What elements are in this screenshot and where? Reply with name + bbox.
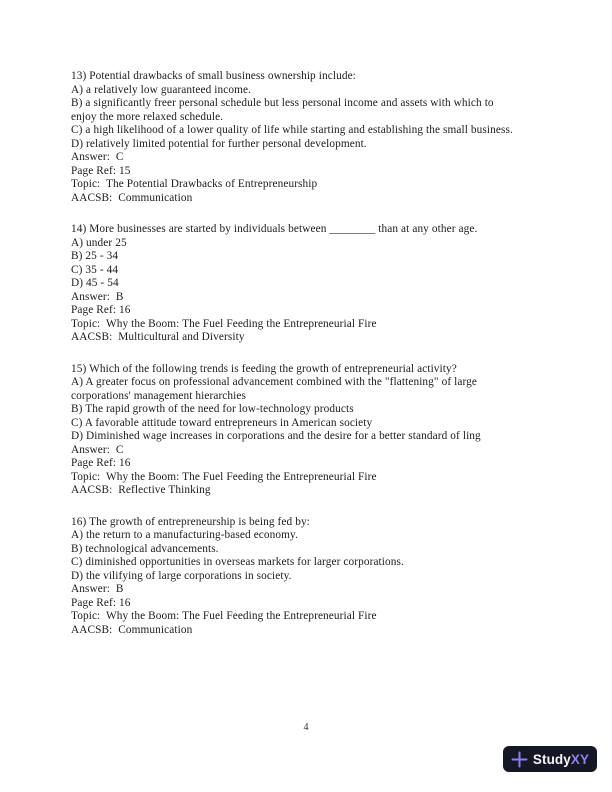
option-d: D) the vilifying of large corporations in society. <box>71 569 292 582</box>
option-a-continued: corporations' management hierarchies <box>71 389 247 402</box>
option-d: D) 45 - 54 <box>71 277 119 289</box>
option-c: C) a high likelihood of a lower quality of life while starting and establishing the small business. <box>71 124 513 136</box>
brand-name-secondary: XY <box>570 751 590 767</box>
aacsb-line: AACSB: Communication <box>71 191 193 204</box>
option-a: A) A greater focus on professional advancement combined with the "flattening" of large <box>71 376 477 388</box>
question-text: 14) More businesses are started by individuals between ________ than at any other age. <box>71 223 478 235</box>
option-c: C) A favorable attitude toward entrepreneurs in American society <box>71 416 373 429</box>
aacsb-line: AACSB: Multicultural and Diversity <box>71 331 245 343</box>
question-block-16 <box>71 516 567 638</box>
option-a: A) under 25 <box>71 236 127 249</box>
page-number: 4 <box>303 722 309 733</box>
question-text: 15) Which of the following trends is feeding the growth of entrepreneurial activity? <box>71 362 457 375</box>
option-c: C) diminished opportunities in overseas markets for larger corporations. <box>71 556 404 568</box>
question-block-14 <box>71 223 567 345</box>
topic-line: Topic: Why the Boom: The Fuel Feeding the Entrepreneurial Fire <box>71 317 377 330</box>
brand-name <box>533 752 589 767</box>
question-text: 16) The growth of entrepreneurship is being fed by: <box>71 515 310 528</box>
topic-line: Topic: Why the Boom: The Fuel Feeding the Entrepreneurial Fire <box>71 470 377 483</box>
aacsb-line: AACSB: Reflective Thinking <box>71 484 211 496</box>
option-a: A) the return to a manufacturing-based economy. <box>71 529 298 541</box>
option-b: B) The rapid growth of the need for low-technology products <box>71 403 354 415</box>
option-d: D) Diminished wage increases in corporations and the desire for a better standard of ling <box>71 430 481 442</box>
question-block-13 <box>71 70 567 205</box>
topic-line: Topic: The Potential Drawbacks of Entrepreneurship <box>71 178 318 190</box>
question-list <box>71 70 567 655</box>
brand-name-primary: Study <box>532 751 571 767</box>
topic-line: Topic: Why the Boom: The Fuel Feeding the Entrepreneurial Fire <box>71 610 377 622</box>
answer-line: Answer: B <box>71 583 124 595</box>
option-b: B) technological advancements. <box>71 542 219 555</box>
aacsb-line: AACSB: Communication <box>71 623 193 636</box>
question-text: 13) Potential drawbacks of small business ownership include: <box>71 70 356 82</box>
answer-line: Answer: B <box>71 290 124 303</box>
option-b-continued: enjoy the more relaxed schedule. <box>71 110 224 123</box>
option-b: B) a significantly freer personal schedule but less personal income and assets with which to <box>71 97 494 109</box>
option-a: A) a relatively low guaranteed income. <box>71 83 252 96</box>
page-ref-line: Page Ref: 16 <box>71 304 131 316</box>
option-d: D) relatively limited potential for further personal development. <box>71 137 367 150</box>
page-ref-line: Page Ref: 16 <box>71 457 131 469</box>
option-b: B) 25 - 34 <box>71 250 119 262</box>
studyxy-logo-badge <box>503 746 597 772</box>
page-ref-line: Page Ref: 15 <box>71 164 131 177</box>
plus-icon <box>511 751 528 768</box>
answer-line: Answer: C <box>71 151 124 163</box>
option-c: C) 35 - 44 <box>71 263 119 276</box>
page-ref-line: Page Ref: 16 <box>71 596 131 609</box>
answer-line: Answer: C <box>71 443 124 456</box>
question-block-15 <box>71 363 567 498</box>
